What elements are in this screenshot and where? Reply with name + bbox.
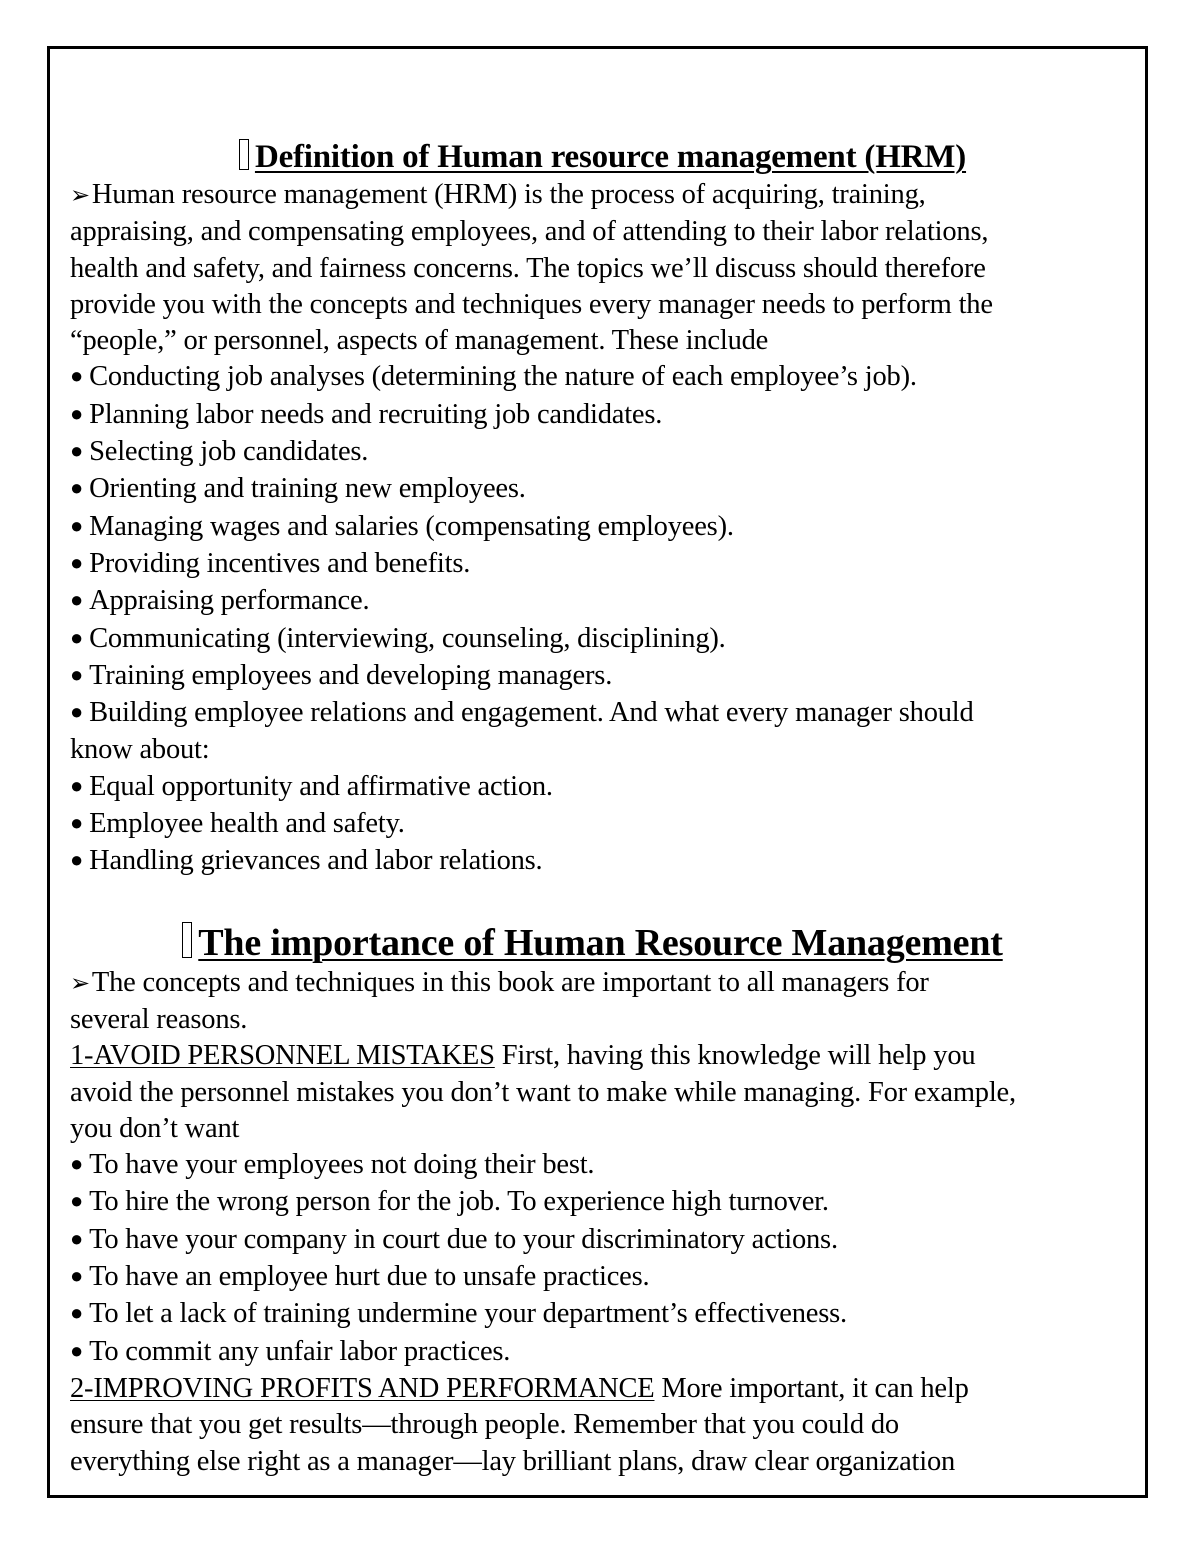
list-item [70,1296,1135,1333]
paragraph-text: The concepts and techniques in this book are important to all managers for [91,966,929,998]
list-item [70,359,1135,396]
list-item [70,843,1135,880]
bullet-dot-icon: ● [70,810,84,836]
paragraph-line: you don’t want [70,1112,240,1144]
list-item-text: To have an employee hurt due to unsafe practices. [89,1261,650,1293]
list-item-text: Managing wages and salaries (compensating employees). [89,510,734,542]
bullet-dot-icon: ● [70,363,84,389]
arrow-bullet-icon: ➢ [70,970,90,997]
bullet-dot-icon: ● [70,475,84,501]
bullet-dot-icon: ● [70,1188,84,1214]
paragraph-line: avoid the personnel mistakes you don’t want to make while managing. For example, [70,1076,1016,1108]
list-item-text: Training employees and developing managers. [89,659,613,691]
paragraph-line [70,1371,1135,1407]
bullet-dot-icon: ● [70,512,84,538]
improving-profits-paragraph [70,1371,1135,1480]
bullet-dot-icon: ● [70,1263,84,1289]
list-item-text: Handling grievances and labor relations. [89,845,543,877]
bullet-dot-icon: ● [70,587,84,613]
paragraph-line [70,177,1135,214]
list-item-text: Conducting job analyses (determining the nature of each employee’s job). [89,361,917,393]
heading-text: Definition of Human resource management (HRM) [254,139,967,175]
bullet-dot-icon: ● [70,1225,84,1251]
bullet-dot-icon: ● [70,400,84,426]
bullet-dot-icon: ● [70,661,84,687]
point-label: 2-IMPROVING PROFITS AND PERFORMANCE [70,1372,655,1404]
arrow-bullet-icon: ➢ [70,183,90,209]
list-item-text: To have your company in court due to your discriminatory actions. [89,1223,838,1255]
list-item [70,806,1135,843]
heading-text: The importance of Human Resource Management [198,921,1003,964]
bullet-dot-icon: ● [70,772,84,798]
list-item [70,1334,1135,1371]
list-item [70,1259,1135,1296]
list-item [70,546,1135,583]
paragraph-line: appraising, and compensating employees, and of attending to their labor relations, [70,216,989,248]
list-item-text: To have your employees not doing their best. [89,1149,595,1181]
list-item [70,1147,1135,1184]
list-item-text: Employee health and safety. [89,808,405,840]
list-item [70,583,1135,620]
paragraph-line: ensure that you get results—through people. Remember that you could do [70,1409,899,1441]
point-label: 1-AVOID PERSONNEL MISTAKES [70,1040,495,1072]
hrm-activities-list [70,359,1135,880]
paragraph-line: health and safety, and fairness concerns. The topics we’ll discuss should therefore [70,252,986,284]
paragraph-text: Human resource management (HRM) is the process of acquiring, training, [91,179,926,210]
section-heading-hrm-importance [70,921,1135,965]
list-item-text: To let a lack of training undermine your department’s effectiveness. [89,1298,847,1330]
bullet-dot-icon: ● [70,1151,84,1177]
box-glyph-icon [182,922,192,958]
list-item [70,1184,1135,1221]
list-item [70,695,1135,732]
bullet-dot-icon: ● [70,847,84,873]
list-item-text: Equal opportunity and affirmative action. [89,770,553,802]
bullet-dot-icon: ● [70,1300,84,1326]
bullet-dot-icon: ● [70,549,84,575]
document-body [70,137,1135,1480]
bullet-dot-icon: ● [70,624,84,650]
list-item [70,509,1135,546]
list-item [70,434,1135,471]
list-item-continuation [70,732,1135,768]
paragraph-line: several reasons. [70,1003,248,1035]
section-heading-hrm-definition [70,137,1135,177]
hrm-importance-paragraph [70,965,1135,1147]
bullet-dot-icon: ● [70,438,84,464]
paragraph-line: provide you with the concepts and techniques every manager needs to perform the [70,288,993,320]
list-item-text: Communicating (interviewing, counseling, disciplining). [89,622,726,654]
list-item [70,658,1135,695]
list-item-text: Planning labor needs and recruiting job candidates. [89,398,663,430]
list-item [70,769,1135,806]
list-item-text: know about: [70,734,210,766]
paragraph-text: More important, it can help [654,1372,969,1404]
list-item-text: To commit any unfair labor practices. [89,1335,511,1367]
paragraph-line [70,965,1135,1002]
paragraph-line: “people,” or personnel, aspects of management. These include [70,325,769,357]
hrm-definition-paragraph [70,177,1135,359]
bullet-dot-icon: ● [70,699,84,725]
box-glyph-icon [239,139,249,170]
list-item-text: To hire the wrong person for the job. To experience high turnover. [89,1186,829,1218]
bullet-dot-icon: ● [70,1337,84,1363]
list-item-text: Appraising performance. [89,585,370,617]
list-item [70,1222,1135,1259]
paragraph-line [70,1038,1135,1074]
paragraph-line: everything else right as a manager—lay brilliant plans, draw clear organization [70,1445,956,1477]
personnel-mistakes-list [70,1147,1135,1371]
paragraph-text: First, having this knowledge will help you [494,1040,976,1072]
list-item [70,621,1135,658]
list-item-text: Providing incentives and benefits. [89,547,471,579]
list-item-text: Selecting job candidates. [89,436,369,468]
list-item [70,397,1135,434]
list-item-text: Building employee relations and engagement. And what every manager should [89,697,974,729]
list-item [70,471,1135,508]
list-item-text: Orienting and training new employees. [89,473,526,505]
